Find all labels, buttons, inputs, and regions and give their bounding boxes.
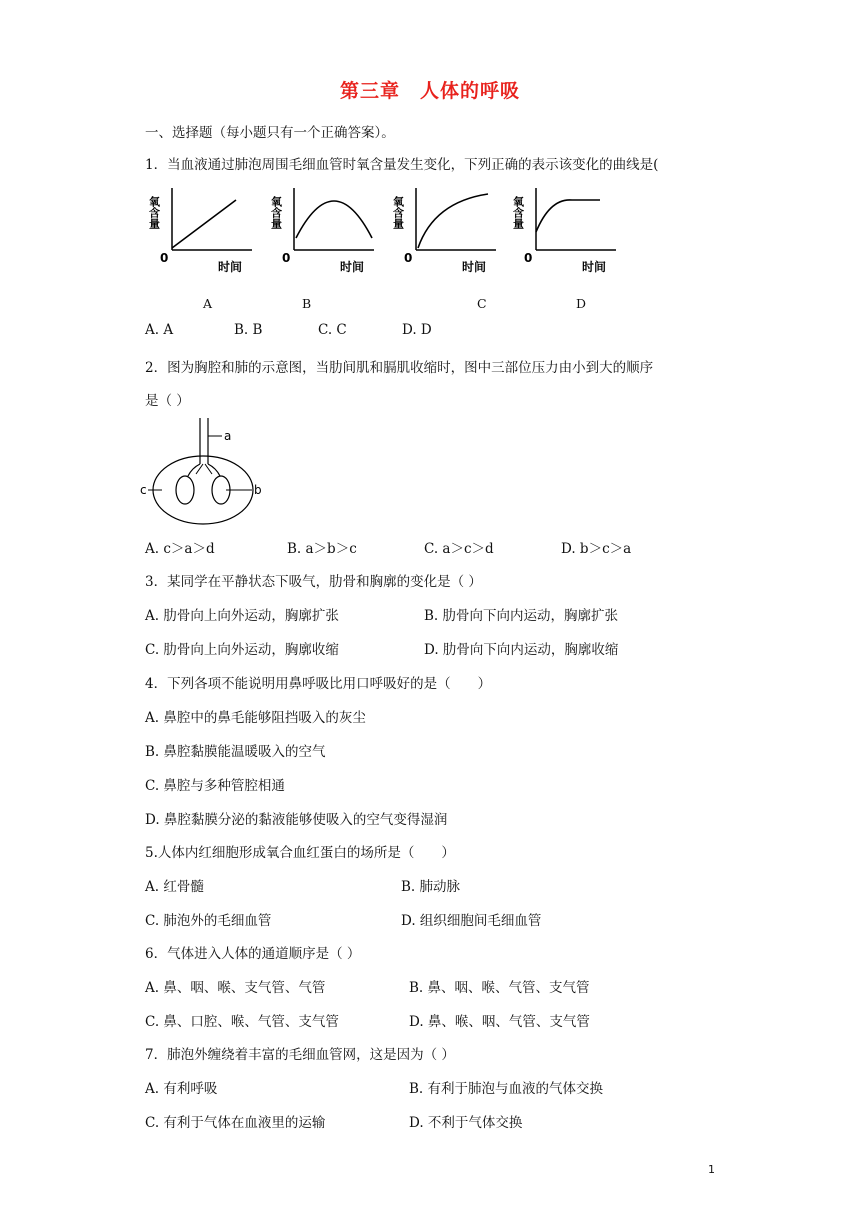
graph-label-b: B (302, 296, 312, 311)
curve-c (418, 194, 488, 248)
graph-b (269, 182, 382, 274)
diagram-label-b: b (254, 483, 262, 497)
graph-origin: 0 (524, 251, 533, 265)
page-number: 1 (708, 1163, 715, 1176)
graph-label-a: A (203, 296, 213, 311)
graph-ylabel: 氧含量 (391, 196, 405, 229)
graph-xlabel: 时间 (462, 260, 487, 274)
q5-option-d: D. 组织细胞间毛细血管 (401, 913, 542, 929)
graph-label-d: D (576, 296, 587, 311)
graph-xlabel: 时间 (340, 260, 365, 274)
q2-option-b: B. a＞b＞c (287, 541, 357, 557)
graph-origin: 0 (282, 251, 291, 265)
q2-option-a: A. c＞a＞d (145, 541, 215, 557)
q1-option-b: B. B (234, 322, 263, 338)
graph-ylabel: 氧含量 (511, 196, 525, 229)
q3-option-b: B. 肋骨向下向内运动，胸廓扩张 (424, 608, 619, 624)
section-heading: 一、选择题（每小题只有一个正确答案）。 (145, 125, 395, 141)
diagram-label-c: c (140, 483, 147, 497)
q2-option-c: C. a＞c＞d (424, 541, 494, 557)
q3-option-c: C. 肋骨向上向外运动，胸廓收缩 (145, 642, 339, 658)
q7-option-d: D. 不利于气体交换 (409, 1115, 523, 1131)
q6-option-a: A. 鼻、咽、喉、支气管、气管 (145, 980, 326, 996)
q5-option-c: C. 肺泡外的毛细血管 (145, 913, 272, 929)
q4-option-a: A. 鼻腔中的鼻毛能够阻挡吸入的灰尘 (145, 710, 366, 726)
q6-option-d: D. 鼻、喉、咽、气管、支气管 (409, 1014, 590, 1030)
graph-xlabel: 时间 (218, 260, 243, 274)
graph-ylabel: 氧含量 (269, 196, 283, 229)
q1-option-a: A. A (145, 322, 174, 338)
q3-option-d: D. 肋骨向下向内运动，胸廓收缩 (424, 642, 619, 658)
q2-stem-line2: 是（ ） (145, 393, 190, 409)
graph-a (147, 182, 260, 274)
q7-option-c: C. 有利于气体在血液里的运输 (145, 1115, 326, 1131)
q4-option-c: C. 鼻腔与多种管腔相通 (145, 778, 285, 794)
curve-d (536, 200, 600, 232)
q6-stem: 6．气体进入人体的通道顺序是（ ） (145, 946, 361, 962)
q4-option-d: D. 鼻腔黏膜分泌的黏液能够使吸入的空气变得湿润 (145, 812, 448, 828)
q1-option-c: C. C (318, 322, 347, 338)
graph-origin: 0 (404, 251, 413, 265)
graph-d (511, 182, 624, 274)
q1-stem: 1．当血液通过肺泡周围毛细血管时氧含量发生变化，下列正确的表示该变化的曲线是( (145, 157, 659, 173)
q4-stem: 4．下列各项不能说明用鼻呼吸比用口呼吸好的是（ ） (145, 676, 492, 692)
chapter-title: 第三章 人体的呼吸 (339, 80, 520, 102)
q7-option-b: B. 有利于肺泡与血液的气体交换 (409, 1081, 604, 1097)
q2-stem-line1: 2．图为胸腔和肺的示意图，当肋间肌和膈肌收缩时，图中三部位压力由小到大的顺序 (145, 360, 654, 376)
q5-stem: 5.人体内红细胞形成氧合血红蛋白的场所是（ ） (145, 845, 455, 861)
q5-option-a: A. 红骨髓 (145, 879, 204, 895)
curve-b (296, 201, 372, 238)
q6-option-c: C. 鼻、口腔、喉、气管、支气管 (145, 1014, 339, 1030)
q5-option-b: B. 肺动脉 (401, 879, 461, 895)
graph-ylabel: 氧含量 (147, 196, 161, 229)
graph-c (391, 182, 504, 274)
q3-option-a: A. 肋骨向上向外运动，胸廓扩张 (145, 608, 339, 624)
graph-label-c: C (477, 296, 487, 311)
q7-stem: 7．肺泡外缠绕着丰富的毛细血管网，这是因为（ ） (145, 1047, 455, 1063)
thorax-lung-diagram (140, 416, 270, 526)
q4-option-b: B. 鼻腔黏膜能温暖吸入的空气 (145, 744, 326, 760)
graph-origin: 0 (160, 251, 169, 265)
q7-option-a: A. 有利呼吸 (145, 1081, 218, 1097)
graph-xlabel: 时间 (582, 260, 607, 274)
curve-a (172, 200, 236, 248)
q6-option-b: B. 鼻、咽、喉、气管、支气管 (409, 980, 590, 996)
diagram-label-a: a (224, 429, 232, 443)
q1-option-d: D. D (402, 322, 432, 338)
q3-stem: 3．某同学在平静状态下吸气，肋骨和胸廓的变化是（ ） (145, 574, 482, 590)
q2-option-d: D. b＞c＞a (561, 541, 632, 557)
